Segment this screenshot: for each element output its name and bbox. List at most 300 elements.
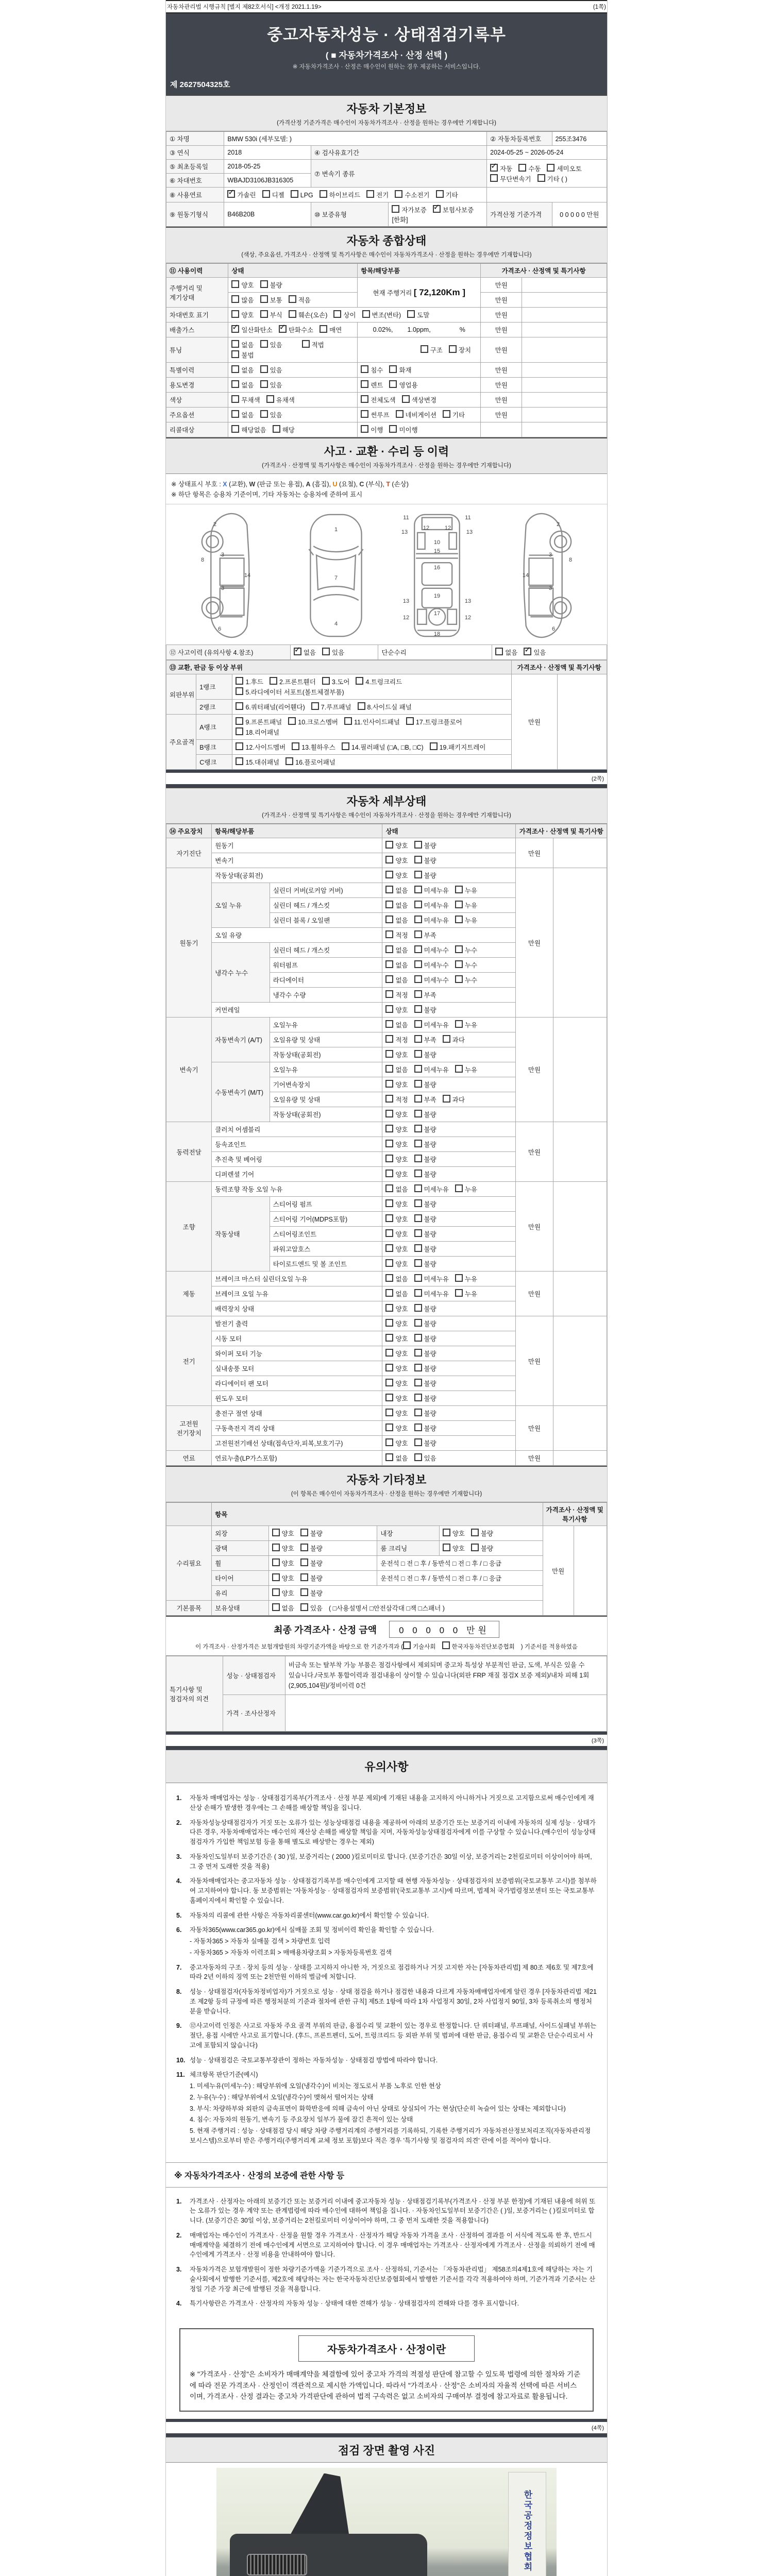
basic-info-table xyxy=(166,131,607,227)
choice-양호: 양호 xyxy=(385,1423,408,1433)
checkbox[interactable] xyxy=(414,1050,422,1058)
checkbox[interactable] xyxy=(320,325,327,333)
choice-불량: 불량 xyxy=(300,1573,323,1583)
checkbox[interactable] xyxy=(385,1423,393,1431)
choice-불량: 불량 xyxy=(414,1214,436,1224)
checkbox[interactable] xyxy=(236,687,243,695)
group-label: 오일 누유 xyxy=(212,883,270,928)
fuel-options xyxy=(224,188,487,202)
checkbox[interactable] xyxy=(471,1544,479,1551)
price-note-cell xyxy=(574,1526,607,1616)
checkbox[interactable] xyxy=(455,886,463,893)
panel-number: 14 xyxy=(244,572,251,579)
reg-no-value: 255조3476 xyxy=(552,132,607,146)
checkbox[interactable] xyxy=(272,1573,280,1581)
checkbox[interactable] xyxy=(414,1214,422,1222)
price-note-cell xyxy=(553,1182,607,1272)
checkbox[interactable] xyxy=(361,380,368,388)
transmission-options xyxy=(487,160,607,188)
checkbox[interactable] xyxy=(385,1110,393,1117)
checkbox[interactable] xyxy=(537,174,545,182)
interior-options xyxy=(439,1526,543,1541)
checkbox[interactable] xyxy=(414,960,422,968)
checkbox[interactable] xyxy=(385,871,393,878)
checkbox[interactable] xyxy=(385,1304,393,1312)
checkbox[interactable] xyxy=(443,1035,450,1043)
choice-미세누유: 미세누유 xyxy=(414,900,449,910)
price-survey-definition-title: 자동차가격조사 · 산정이란 xyxy=(298,2335,475,2362)
checkbox[interactable] xyxy=(414,1259,422,1267)
final-price-row xyxy=(166,1616,607,1640)
checkbox[interactable] xyxy=(490,174,498,182)
checkbox[interactable] xyxy=(396,410,404,418)
checkbox[interactable] xyxy=(385,1184,393,1192)
checkbox[interactable] xyxy=(231,310,239,318)
checkbox[interactable] xyxy=(455,1184,463,1192)
price-note-cell xyxy=(522,308,607,323)
checkbox-checked[interactable] xyxy=(294,648,301,655)
checkbox[interactable] xyxy=(385,1170,393,1177)
checkbox[interactable] xyxy=(414,1095,422,1103)
section-title: 자동차 기타정보 xyxy=(346,1473,427,1486)
status-cell xyxy=(382,1421,516,1436)
page-separator xyxy=(166,770,607,787)
checkbox[interactable] xyxy=(385,960,393,968)
first-reg-value: 2018-05-25 xyxy=(224,160,311,174)
choice-해당없음: 해당없음 xyxy=(231,425,266,435)
room-cleaning-options xyxy=(439,1541,543,1556)
choice-변조(변타): 변조(변타) xyxy=(362,310,401,320)
choice-상이: 상이 xyxy=(333,310,356,320)
appraiser-opinion xyxy=(285,1695,607,1732)
checkbox[interactable] xyxy=(455,1065,463,1073)
choice-없음: 없음 xyxy=(385,885,408,895)
checkbox[interactable] xyxy=(236,717,243,725)
checkbox[interactable] xyxy=(385,886,393,893)
checkbox[interactable] xyxy=(495,648,503,655)
checkbox[interactable] xyxy=(231,380,239,388)
checkbox[interactable] xyxy=(344,717,352,725)
checkbox[interactable] xyxy=(385,1020,393,1028)
checkbox[interactable] xyxy=(289,295,296,303)
checkbox-checked[interactable] xyxy=(279,325,287,333)
checkbox[interactable] xyxy=(333,310,341,318)
checkbox[interactable] xyxy=(414,930,422,938)
choice-불량: 불량 xyxy=(414,1408,436,1418)
choice-침수: 침수 xyxy=(361,365,383,375)
section-photos xyxy=(166,2436,607,2463)
choice-불량: 불량 xyxy=(300,1543,323,1553)
checkbox[interactable] xyxy=(443,1095,450,1103)
legend-note: ※ 하단 항목은 승용차 기준이며, 기타 자동차는 승용차에 준하여 표시 xyxy=(171,491,363,498)
checkbox[interactable] xyxy=(414,1080,422,1088)
checkbox[interactable] xyxy=(231,280,239,288)
checkbox[interactable] xyxy=(385,1289,393,1297)
checkbox[interactable] xyxy=(414,1199,422,1207)
tire-options xyxy=(268,1571,377,1586)
tire-label: 타이어 xyxy=(212,1571,268,1586)
checkbox[interactable] xyxy=(288,717,296,725)
item-label: 변속기 xyxy=(212,853,382,868)
checkbox[interactable] xyxy=(385,1229,393,1237)
price-cell: 만원 xyxy=(516,1316,553,1406)
checkbox[interactable] xyxy=(414,1349,422,1357)
checkbox[interactable] xyxy=(385,901,393,908)
checkbox[interactable] xyxy=(443,410,450,418)
checkbox[interactable] xyxy=(266,395,274,403)
choice-양호: 양호 xyxy=(385,1318,408,1329)
price-cell: 만원 xyxy=(481,308,522,323)
checkbox[interactable] xyxy=(443,1544,450,1551)
checkbox[interactable] xyxy=(385,1125,393,1132)
notice-text: ⑫사고이력 인정은 사고로 자동차 주요 골격 부위의 판금, 용접수리 및 교환이 있는 경우로 한정합니다. 단 쿼터패널, 루프패널, 사이드실패널 부위는 절단, 용접 시에만 사고로 표기합니다. (후드, 프론트펜더, 도어, 트렁크리드 등 외판 부위 및 범퍼에 대한 판금, 용접수리 및 교환은 단순수리로서 사고에 포함되지 않습니다) xyxy=(190,2022,597,2049)
checkbox[interactable] xyxy=(414,1125,422,1132)
checkbox[interactable] xyxy=(300,1558,308,1566)
checkbox[interactable] xyxy=(414,1438,422,1446)
checkbox[interactable] xyxy=(389,380,397,388)
status-cell xyxy=(382,868,516,883)
checkbox-checked[interactable] xyxy=(524,648,531,655)
checkbox[interactable] xyxy=(455,916,463,923)
checkbox[interactable] xyxy=(231,295,239,303)
checkbox[interactable] xyxy=(361,365,368,373)
choice-불량: 불량 xyxy=(414,1423,436,1433)
checkbox[interactable] xyxy=(385,856,393,863)
device-label: 전기 xyxy=(166,1316,212,1406)
checkbox[interactable] xyxy=(385,930,393,938)
checkbox[interactable] xyxy=(414,1110,422,1117)
choice-전체도색: 전체도색 xyxy=(361,395,395,405)
checkbox[interactable] xyxy=(385,1259,393,1267)
checkbox[interactable] xyxy=(366,190,374,198)
checkbox[interactable] xyxy=(322,648,330,655)
panel-number: 2 xyxy=(556,521,560,528)
checkbox[interactable] xyxy=(547,164,554,172)
checkbox[interactable] xyxy=(414,945,422,953)
section-note: (가격조사 · 산정액 및 특기사항은 매수인이 자동차가격조사 · 산정을 원하는 경우에만 기재합니다) xyxy=(262,463,511,469)
checkbox[interactable] xyxy=(385,1199,393,1207)
choice-양호: 양호 xyxy=(443,1543,465,1553)
checkbox[interactable] xyxy=(385,1379,393,1386)
checkbox[interactable] xyxy=(385,1155,393,1162)
checkbox[interactable] xyxy=(342,742,349,750)
status-cell xyxy=(382,1242,516,1257)
notice-item xyxy=(176,1911,597,1921)
choice-양호: 양호 xyxy=(385,1303,408,1314)
checkbox[interactable] xyxy=(414,1319,422,1327)
checkbox[interactable] xyxy=(358,702,365,710)
choice-6.쿼터패널(리어휀다): 6.쿼터패널(리어휀다) xyxy=(236,702,305,712)
choice-누수: 누수 xyxy=(455,960,477,970)
checkbox[interactable] xyxy=(385,1244,393,1252)
choice-없음: 없음 xyxy=(385,945,408,955)
checkbox[interactable] xyxy=(471,1529,479,1536)
checkbox[interactable] xyxy=(231,410,239,418)
checkbox[interactable] xyxy=(414,841,422,849)
checkbox[interactable] xyxy=(300,1603,308,1611)
checkbox[interactable] xyxy=(414,1035,422,1043)
checkbox[interactable] xyxy=(455,960,463,968)
checkbox[interactable] xyxy=(385,945,393,953)
vin-mark-options xyxy=(228,308,481,323)
checkbox-checked[interactable] xyxy=(433,205,441,213)
choice-누유: 누유 xyxy=(455,1020,477,1030)
choice-1.후드: 1.후드 xyxy=(236,676,263,687)
checkbox[interactable] xyxy=(291,190,298,198)
checkbox[interactable] xyxy=(449,345,457,353)
detail-row xyxy=(166,1272,607,1286)
checkbox[interactable] xyxy=(442,1641,450,1649)
checkbox[interactable] xyxy=(385,1394,393,1401)
checkbox[interactable] xyxy=(414,856,422,863)
checkbox[interactable] xyxy=(385,916,393,923)
checkbox[interactable] xyxy=(414,1379,422,1386)
checkbox[interactable] xyxy=(361,410,368,418)
checkbox[interactable] xyxy=(385,1274,393,1282)
checkbox[interactable] xyxy=(322,677,330,685)
checkbox[interactable] xyxy=(289,310,296,318)
panel-number: 11 xyxy=(465,515,471,521)
checkbox[interactable] xyxy=(385,1050,393,1058)
status-cell xyxy=(382,1301,516,1316)
checkbox[interactable] xyxy=(414,1244,422,1252)
page-marker-1: (1쪽) xyxy=(593,4,606,10)
checkbox[interactable] xyxy=(260,295,268,303)
checkbox[interactable] xyxy=(270,677,277,685)
checkbox[interactable] xyxy=(414,1184,422,1192)
checkbox[interactable] xyxy=(302,340,310,348)
choice-불량: 불량 xyxy=(414,1124,436,1134)
legend-code: T (손상) xyxy=(386,481,409,488)
checkbox[interactable] xyxy=(385,1409,393,1416)
checkbox[interactable] xyxy=(362,310,370,318)
checkbox[interactable] xyxy=(385,841,393,849)
appraiser-label: 가격 · 조사산정자 xyxy=(223,1695,285,1732)
checkbox[interactable] xyxy=(300,1544,308,1551)
checkbox[interactable] xyxy=(414,1364,422,1371)
checkbox[interactable] xyxy=(414,1274,422,1282)
checkbox[interactable] xyxy=(455,1289,463,1297)
price-cell: 만원 xyxy=(481,337,522,363)
checkbox[interactable] xyxy=(455,945,463,953)
checkbox[interactable] xyxy=(385,1334,393,1342)
panel-number: 16 xyxy=(433,565,441,571)
choice-양호: 양호 xyxy=(385,870,408,880)
page-marker-4: (4쪽) xyxy=(591,2425,604,2431)
checkbox[interactable] xyxy=(414,990,422,998)
holding-status-options xyxy=(268,1601,543,1616)
checkbox[interactable] xyxy=(260,310,268,318)
checkbox-checked[interactable] xyxy=(227,190,235,198)
checkbox[interactable] xyxy=(389,365,397,373)
checkbox[interactable] xyxy=(272,1558,280,1566)
checkbox[interactable] xyxy=(260,280,268,288)
checkbox[interactable] xyxy=(285,757,293,765)
checkbox[interactable] xyxy=(414,1453,422,1461)
price-note-cell xyxy=(553,1018,607,1122)
checkbox[interactable] xyxy=(260,340,268,348)
choice-영업용: 영업용 xyxy=(389,380,417,390)
checkbox[interactable] xyxy=(414,1423,422,1431)
checkbox[interactable] xyxy=(455,975,463,983)
checkbox[interactable] xyxy=(385,1005,393,1013)
group-label: 수동변속기 (M/T) xyxy=(212,1062,270,1122)
checkbox[interactable] xyxy=(385,1364,393,1371)
checkbox[interactable] xyxy=(414,1409,422,1416)
choice-세미오토: 세미오토 xyxy=(547,163,581,174)
checkbox[interactable] xyxy=(414,886,422,893)
checkbox[interactable] xyxy=(311,702,319,710)
checkbox[interactable] xyxy=(403,1641,411,1649)
choice-불량: 불량 xyxy=(414,1393,436,1403)
device-label: 연료 xyxy=(166,1451,212,1466)
checkbox[interactable] xyxy=(300,1573,308,1581)
item-label: 오일유량 및 상태 xyxy=(270,1092,382,1107)
checkbox[interactable] xyxy=(236,742,243,750)
choice-19.패키지트레이: 19.패키지트레이 xyxy=(430,742,486,752)
checkbox[interactable] xyxy=(361,425,368,433)
checkbox[interactable] xyxy=(231,365,239,373)
checkbox[interactable] xyxy=(272,1544,280,1551)
checkbox[interactable] xyxy=(272,1529,280,1536)
checkbox[interactable] xyxy=(414,871,422,878)
checkbox[interactable] xyxy=(402,395,410,403)
checkbox[interactable] xyxy=(300,1588,308,1596)
checkbox[interactable] xyxy=(260,410,268,418)
choice-없음: 없음 xyxy=(385,1064,408,1075)
page-marker-2: (2쪽) xyxy=(591,776,604,782)
item-label: 브레이크 마스터 실린더오일 누유 xyxy=(212,1272,382,1286)
car-side-right-diagram xyxy=(499,512,577,639)
choice-없음: 없음 xyxy=(272,1603,294,1613)
choice-과다: 과다 xyxy=(443,1035,465,1045)
checkbox[interactable] xyxy=(236,757,243,765)
checkbox[interactable] xyxy=(455,1274,463,1282)
checkbox[interactable] xyxy=(231,340,239,348)
checkbox[interactable] xyxy=(385,1095,393,1103)
checkbox[interactable] xyxy=(273,425,280,433)
page-marker-3: (3쪽) xyxy=(591,1738,604,1744)
choice-매연: 매연 xyxy=(320,325,342,335)
checkbox[interactable] xyxy=(389,425,397,433)
checkbox[interactable] xyxy=(414,1334,422,1342)
accident-history-table xyxy=(166,645,607,660)
notice-number: 6. xyxy=(176,1926,182,1934)
checkbox[interactable] xyxy=(385,1349,393,1357)
checkbox[interactable] xyxy=(385,1214,393,1222)
checkbox[interactable] xyxy=(292,742,299,750)
checkbox[interactable] xyxy=(361,395,368,403)
legend-code: W (판금 또는 용접), xyxy=(249,481,306,488)
checkbox[interactable] xyxy=(236,677,243,685)
checkbox[interactable] xyxy=(414,1155,422,1162)
vin-mark-label: 차대번호 표기 xyxy=(166,308,228,323)
checkbox[interactable] xyxy=(414,1289,422,1297)
checkbox[interactable] xyxy=(414,975,422,983)
checkbox[interactable] xyxy=(455,901,463,908)
exterior-label: 외장 xyxy=(212,1526,268,1541)
checkbox[interactable] xyxy=(320,190,327,198)
status-cell xyxy=(382,1182,516,1197)
price-note-cell xyxy=(553,1451,607,1466)
checkbox[interactable] xyxy=(414,1394,422,1401)
checkbox[interactable] xyxy=(414,1140,422,1147)
checkbox[interactable] xyxy=(262,190,270,198)
checkbox[interactable] xyxy=(436,190,444,198)
checkbox[interactable] xyxy=(455,1020,463,1028)
checkbox-checked[interactable] xyxy=(231,325,239,333)
checkbox[interactable] xyxy=(356,677,363,685)
checkbox[interactable] xyxy=(260,380,268,388)
checkbox[interactable] xyxy=(236,702,243,710)
checkbox[interactable] xyxy=(385,1438,393,1446)
checkbox[interactable] xyxy=(385,1140,393,1147)
checkbox[interactable] xyxy=(406,717,414,725)
checkbox[interactable] xyxy=(385,1453,393,1461)
checkbox[interactable] xyxy=(231,350,239,358)
checkbox[interactable] xyxy=(443,1529,450,1536)
choice-불량: 불량 xyxy=(414,840,436,851)
checkbox[interactable] xyxy=(385,1319,393,1327)
checkbox[interactable] xyxy=(385,990,393,998)
checkbox[interactable] xyxy=(407,310,415,318)
mileage-amount-options xyxy=(228,293,358,308)
checkbox[interactable] xyxy=(231,395,239,403)
checkbox[interactable] xyxy=(392,205,399,213)
checkbox[interactable] xyxy=(414,901,422,908)
checkbox[interactable] xyxy=(236,727,243,735)
exchange-price-col: 가격조사 · 산정액 및 특기사항 xyxy=(512,660,607,674)
checkbox[interactable] xyxy=(231,425,239,433)
choice-양호: 양호 xyxy=(385,1214,408,1224)
checkbox[interactable] xyxy=(414,1065,422,1073)
checkbox[interactable] xyxy=(385,975,393,983)
checkbox[interactable] xyxy=(385,1065,393,1073)
checkbox[interactable] xyxy=(414,1005,422,1013)
item-label: 워터펌프 xyxy=(270,958,382,973)
checkbox[interactable] xyxy=(414,1229,422,1237)
choice-불량: 불량 xyxy=(300,1528,323,1538)
checkbox[interactable] xyxy=(421,345,428,353)
checkbox[interactable] xyxy=(518,164,526,172)
checkbox[interactable] xyxy=(395,190,402,198)
choice-없음: 없음 xyxy=(231,380,254,390)
choice-부족: 부족 xyxy=(414,930,436,940)
device-label: 조향 xyxy=(166,1182,212,1272)
checkbox[interactable] xyxy=(272,1603,280,1611)
checkbox[interactable] xyxy=(385,1035,393,1043)
checkbox[interactable] xyxy=(414,1304,422,1312)
checkbox[interactable] xyxy=(272,1588,280,1596)
checkbox[interactable] xyxy=(430,742,438,750)
checkbox[interactable] xyxy=(414,1020,422,1028)
item-label: 라디에이터 팬 모터 xyxy=(212,1376,382,1391)
recall-done-options xyxy=(358,422,481,437)
checkbox[interactable] xyxy=(260,365,268,373)
choice-양호: 양호 xyxy=(385,1333,408,1344)
choice-양호: 양호 xyxy=(385,840,408,851)
checkbox[interactable] xyxy=(385,1080,393,1088)
choice-양호: 양호 xyxy=(385,1124,408,1134)
checkbox[interactable] xyxy=(414,916,422,923)
notice-text: 중고자동차의 구조 · 장치 등의 성능 · 상태를 고지하지 아니한 자, 거짓으로 점검하거나 거짓 고지한 자는 [자동차관리법] 제 80조 제6호 및 제7호에 따라 2년 이하의 징역 또는 2천만원 이하의 벌금에 처합니다. xyxy=(190,1963,594,1981)
checkbox-checked[interactable] xyxy=(490,164,498,172)
price-cell: 만원 xyxy=(516,1406,553,1451)
device-label: 고전원 전기장치 xyxy=(166,1406,212,1451)
checkbox[interactable] xyxy=(300,1529,308,1536)
checkbox[interactable] xyxy=(414,1170,422,1177)
item-label: 와이퍼 모터 기능 xyxy=(212,1346,382,1361)
